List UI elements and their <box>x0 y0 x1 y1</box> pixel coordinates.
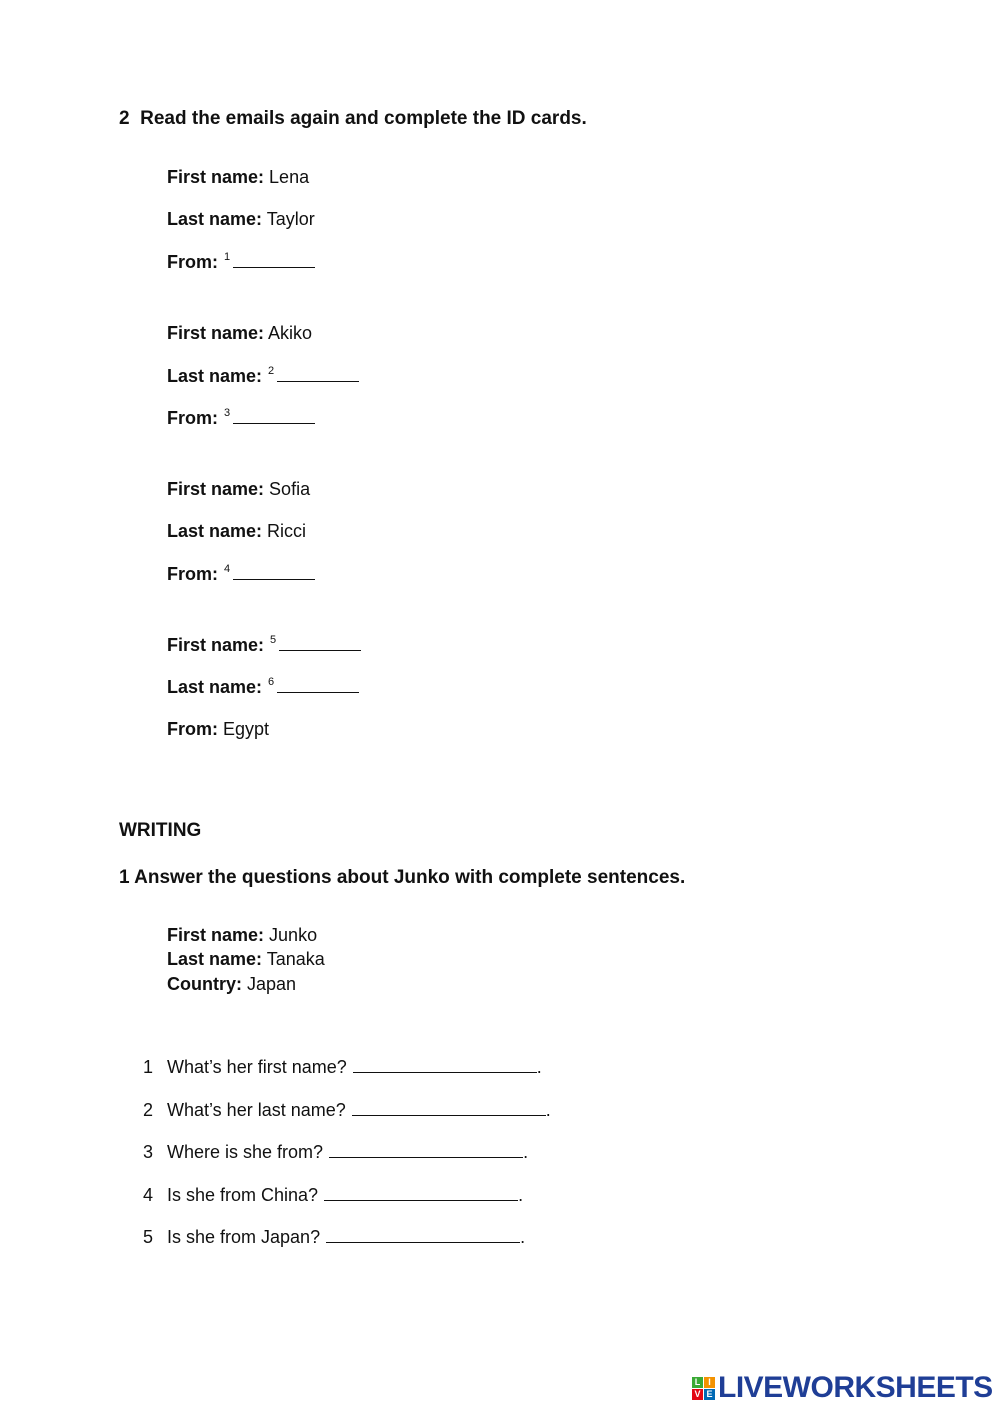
field-label: Last name: <box>167 366 263 386</box>
field-value: Taylor <box>266 209 315 229</box>
field-label: From: <box>167 564 218 584</box>
card-1-last-name <box>167 209 315 230</box>
section-number: 2 <box>119 108 130 129</box>
profile-last-name <box>167 949 325 970</box>
gap-number: 4 <box>224 563 231 575</box>
answer-blank[interactable] <box>279 649 361 651</box>
field-label: Last name: <box>167 949 263 969</box>
logo-letter: E <box>704 1389 715 1400</box>
field-label: First name: <box>167 323 265 343</box>
profile-country <box>167 974 296 995</box>
gap-number: 1 <box>224 251 231 263</box>
period: . <box>520 1227 526 1247</box>
field-value: Ricci <box>267 521 307 541</box>
field-label: Country: <box>167 974 242 994</box>
answer-blank[interactable] <box>233 422 315 424</box>
section-heading <box>119 108 587 130</box>
profile-first-name <box>167 925 317 946</box>
answer-blank[interactable] <box>326 1241 520 1243</box>
question-item <box>143 1100 551 1121</box>
field-label: Last name: <box>167 209 263 229</box>
field-label: From: <box>167 719 218 739</box>
question-number: 5 <box>143 1227 154 1247</box>
period: . <box>545 1100 551 1120</box>
period: . <box>536 1057 542 1077</box>
card-2-last-name <box>167 366 359 387</box>
field-value: Egypt <box>223 719 270 739</box>
question-text: What’s her first name? <box>167 1057 347 1077</box>
question-number: 2 <box>143 1100 154 1120</box>
logo-mark-icon <box>692 1377 715 1400</box>
question-item <box>143 1057 542 1078</box>
card-2-from <box>167 408 315 429</box>
card-4-last-name <box>167 677 359 698</box>
question-item <box>143 1185 523 1206</box>
field-value: Japan <box>247 974 297 994</box>
field-value: Sofia <box>269 479 311 499</box>
question-text: What’s her last name? <box>167 1100 346 1120</box>
writing-instruction: 1 Answer the questions about Junko with complete sentences. <box>119 867 686 888</box>
logo-letter: V <box>692 1389 703 1400</box>
field-value: Lena <box>269 167 310 187</box>
card-4-first-name <box>167 635 361 656</box>
question-text: Where is she from? <box>167 1142 324 1162</box>
field-value: Junko <box>269 925 318 945</box>
gap-number: 2 <box>268 365 275 377</box>
question-number: 3 <box>143 1142 154 1162</box>
field-value: Tanaka <box>266 949 325 969</box>
question-item <box>143 1227 525 1248</box>
card-1-from <box>167 252 315 273</box>
liveworksheets-logo[interactable] <box>692 1372 993 1404</box>
writing-heading: WRITING <box>119 820 202 841</box>
question-number: 4 <box>143 1185 154 1205</box>
field-label: Last name: <box>167 677 263 697</box>
card-4-from <box>167 719 269 740</box>
field-value: Akiko <box>268 323 313 343</box>
answer-blank[interactable] <box>352 1114 546 1116</box>
card-3-from <box>167 564 315 585</box>
section-instruction: Read the emails again and complete the ID cards. <box>140 108 587 129</box>
card-3-first-name <box>167 479 310 500</box>
gap-number: 5 <box>270 634 277 646</box>
logo-text: LIVEWORKSHEETS <box>718 1371 993 1404</box>
answer-blank[interactable] <box>233 266 315 268</box>
logo-letter: L <box>692 1377 703 1388</box>
field-label: From: <box>167 408 218 428</box>
answer-blank[interactable] <box>277 380 359 382</box>
field-label: First name: <box>167 167 265 187</box>
question-text: Is she from Japan? <box>167 1227 321 1247</box>
logo-letter: I <box>704 1377 715 1388</box>
answer-blank[interactable] <box>277 691 359 693</box>
period: . <box>523 1142 529 1162</box>
field-label: First name: <box>167 479 265 499</box>
field-label: First name: <box>167 925 265 945</box>
field-label: First name: <box>167 635 265 655</box>
answer-blank[interactable] <box>324 1199 518 1201</box>
question-text: Is she from China? <box>167 1185 319 1205</box>
card-2-first-name <box>167 323 312 344</box>
period: . <box>518 1185 524 1205</box>
answer-blank[interactable] <box>329 1156 523 1158</box>
card-1-first-name <box>167 167 309 188</box>
card-3-last-name <box>167 521 306 542</box>
gap-number: 6 <box>268 676 275 688</box>
question-item <box>143 1142 528 1163</box>
question-number: 1 <box>143 1057 154 1077</box>
gap-number: 3 <box>224 407 231 419</box>
field-label: Last name: <box>167 521 263 541</box>
answer-blank[interactable] <box>353 1071 537 1073</box>
field-label: From: <box>167 252 218 272</box>
answer-blank[interactable] <box>233 578 315 580</box>
